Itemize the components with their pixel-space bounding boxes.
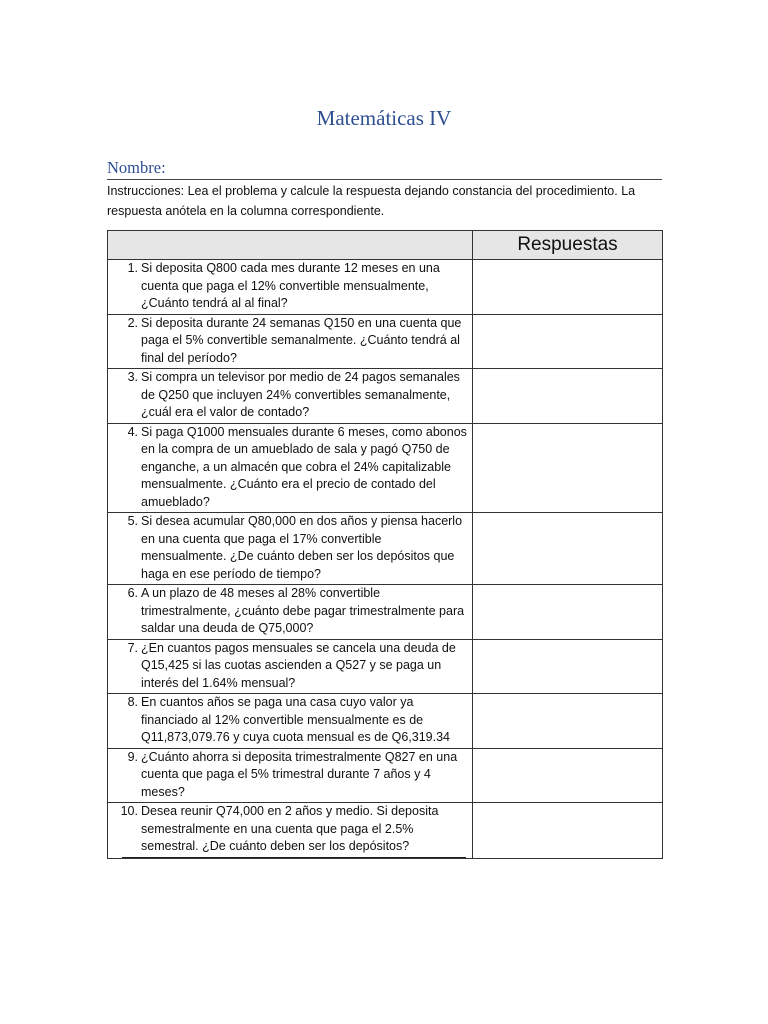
- name-field-row: [107, 158, 662, 180]
- problem-text: Desea reunir Q74,000 en 2 años y medio. Si deposita semestralmente en una cuenta que paga el 2.5% semestral. ¿De cuánto deben ser los depósitos?: [141, 804, 439, 853]
- answer-cell[interactable]: [473, 694, 663, 749]
- header-answers-column: Respuestas: [473, 231, 663, 260]
- answer-cell[interactable]: [473, 748, 663, 803]
- table-row: [108, 369, 663, 424]
- table-row: [108, 423, 663, 513]
- answer-cell[interactable]: [473, 639, 663, 694]
- problem-text: Si desea acumular Q80,000 en dos años y piensa hacerlo en una cuenta que paga el 17% convertible mensualmente. ¿De cuánto deben ser los depósitos que haga en ese período de tiempo?: [141, 514, 463, 581]
- problem-cell: [108, 748, 473, 803]
- divider-line: [122, 857, 466, 858]
- problem-text: Si deposita Q800 cada mes durante 12 meses en una cuenta que paga el 12% convertible mensualmente, ¿Cuánto tendrá al al final?: [141, 261, 440, 310]
- table-row: [108, 639, 663, 694]
- problem-text: En cuantos años se paga una casa cuyo valor ya financiado al 12% convertible mensualmente es de Q11,873,079.76 y cuya cuota mensual es de Q6,319.34: [141, 695, 451, 744]
- problem-number: 5.: [127, 514, 138, 528]
- answer-cell[interactable]: [473, 369, 663, 424]
- problem-text: Si paga Q1000 mensuales durante 6 meses, como abonos en la compra de un amueblado de sala y pagó Q750 de enganche, a un almacén que cobra el 24% capitalizable mensualmente. ¿Cuánto era el precio de contado del amueblado?: [141, 424, 467, 509]
- problem-number: 1.: [127, 261, 138, 275]
- answer-cell[interactable]: [473, 260, 663, 315]
- answer-cell[interactable]: [473, 585, 663, 640]
- problem-cell: [108, 369, 473, 424]
- problem-number: 9.: [127, 749, 138, 764]
- problem-cell: [108, 260, 473, 315]
- answer-cell[interactable]: [473, 314, 663, 369]
- problem-text: A un plazo de 48 meses al 28% convertible trimestralmente, ¿cuánto debe pagar trimestralmente para saldar una deuda de Q75,000?: [141, 586, 465, 635]
- problem-cell: [108, 314, 473, 369]
- table-row: [108, 803, 663, 859]
- problem-cell: [108, 513, 473, 585]
- problem-number: 7.: [127, 640, 138, 655]
- problem-cell: [108, 803, 473, 859]
- problem-number: 2.: [127, 315, 138, 330]
- table-row: [108, 513, 663, 585]
- problem-cell: [108, 585, 473, 640]
- problem-number: 3.: [127, 370, 138, 384]
- problem-number: 10.: [120, 804, 138, 818]
- table-row: [108, 748, 663, 803]
- problem-cell: [108, 423, 473, 513]
- answer-cell[interactable]: [473, 423, 663, 513]
- table-row: [108, 694, 663, 749]
- problem-number: 4.: [127, 424, 138, 439]
- instructions-text: Instrucciones: Lea el problema y calcule la respuesta dejando constancia del procedimiento. La respuesta anótela en la columna correspondiente.: [107, 184, 636, 218]
- problem-text: ¿En cuantos pagos mensuales se cancela una deuda de Q15,425 si las cuotas ascienden a Q527 y se paga un interés del 1.64% mensual?: [141, 640, 456, 690]
- table-row: [108, 314, 663, 369]
- document-title: Matemáticas IV: [316, 106, 452, 130]
- problem-cell: [108, 694, 473, 749]
- table-header-row: [108, 231, 663, 260]
- problem-cell: [108, 639, 473, 694]
- problem-number: 6.: [127, 586, 138, 600]
- problems-table: [107, 230, 663, 859]
- table-row: [108, 260, 663, 315]
- problem-number: 8.: [127, 695, 138, 709]
- answer-cell[interactable]: [473, 803, 663, 859]
- problem-text: Si compra un televisor por medio de 24 pagos semanales de Q250 que incluyen 24% convertibles semanalmente, ¿cuál era el valor de contado?: [141, 370, 460, 419]
- header-problem-column: [108, 231, 473, 260]
- problem-text: Si deposita durante 24 semanas Q150 en una cuenta que paga el 5% convertible semanalmente. ¿Cuánto tendrá al final del período?: [141, 315, 462, 365]
- answer-cell[interactable]: [473, 513, 663, 585]
- table-row: [108, 585, 663, 640]
- problem-text: ¿Cuánto ahorra si deposita trimestralmente Q827 en una cuenta que paga el 5% trimestral durante 7 años y 4 meses?: [141, 749, 458, 799]
- name-label: Nombre:: [107, 158, 166, 177]
